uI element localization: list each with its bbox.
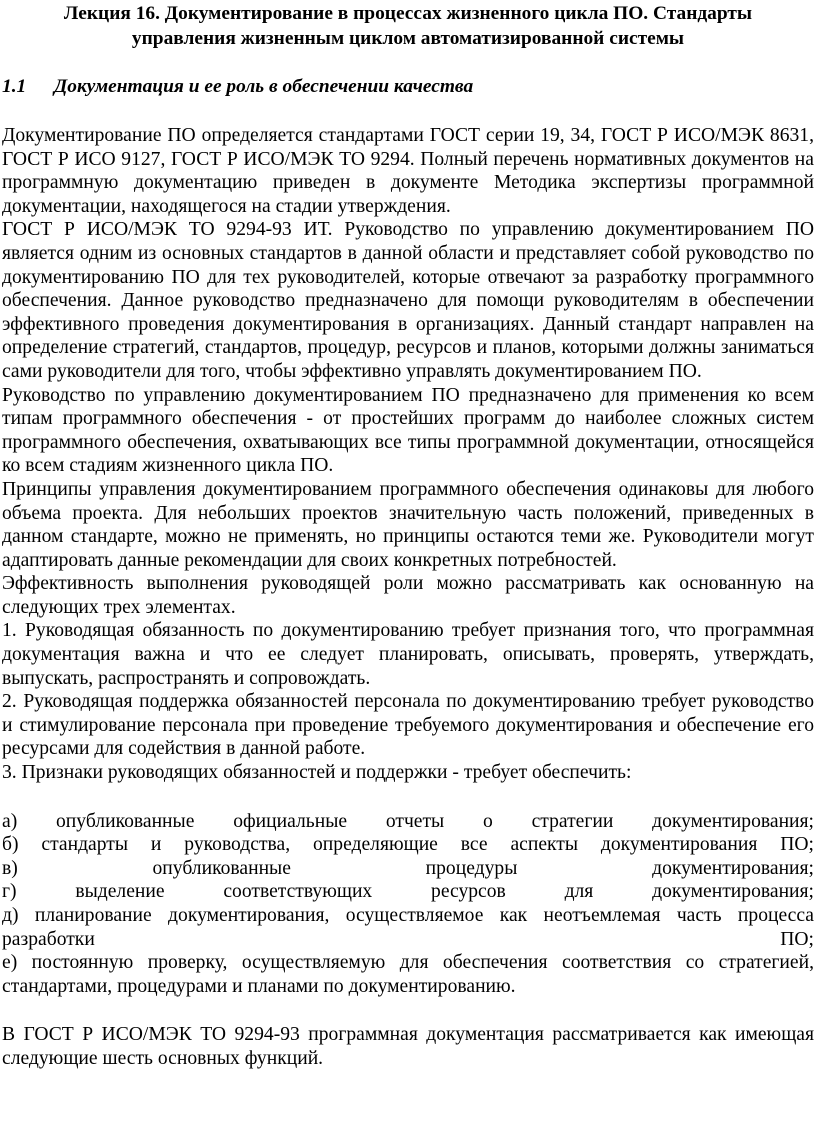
paragraph-item-2: 2. Руководящая поддержка обязанностей персонала по документированию требует руководство и стимулирование персонала при проведение требуемого документирования и обеспечение его ресурсами для содействия в данной работе.	[2, 691, 814, 760]
paragraph-gost-9294: ГОСТ Р ИСО/МЭК ТО 9294-93 ИТ. Руководство по управлению документированием ПО является одним из основных стандартов в данной области и представляет собой руководство по документированию ПО для тех руководителей, которые отвечают за разработку программного обеспечения. Данное руководство предназначено для помощи руководителям в обеспечении эффективного проведения документирования в организациях. Данный стандарт направлен на определение стратегий, стандартов, процедур, ресурсов и планов, которыми должны заниматься сами руководители для того, чтобы эффективно управлять документированием ПО.	[2, 219, 814, 382]
paragraph-standards-overview: Документирование ПО определяется стандартами ГОСТ серии 19, 34, ГОСТ Р ИСО/МЭК 8631, ГОСТ Р ИСО 9127, ГОСТ Р ИСО/МЭК ТО 9294. Полный перечень нормативных документов на программную документацию приведен в документе Методика экспертизы программной документации, находящегося на стадии утверждения.	[2, 125, 814, 217]
document-title	[2, 1, 814, 51]
section-title: Документация и ее роль в обеспечении качества	[54, 76, 474, 97]
list-item: е) постоянную проверку, осуществляемую для обеспечения соответствия со стратегией,	[2, 952, 814, 974]
section-number: 1.1	[2, 76, 27, 97]
section-heading	[2, 75, 814, 99]
list-item: разработки ПО;	[2, 928, 814, 950]
paragraph-effectiveness: Эффективность выполнения руководящей роли можно рассматривать как основанную на следующих трех элементах.	[2, 573, 814, 618]
list-item: стандартами, процедурами и планами по документированию.	[2, 975, 516, 997]
list-item: в) опубликованные процедуры документирования;	[2, 857, 814, 879]
paragraph-scope: Руководство по управлению документированием ПО предназначено для применения ко всем типам программного обеспечения - от простейших программ до наиболее сложных систем программного обеспечения, охватывающих все типы программной документации, относящейся ко всем стадиям жизненного цикла ПО.	[2, 384, 814, 477]
requirements-list	[2, 810, 814, 999]
title-line-1: Лекция 16. Документирование в процессах жизненного цикла ПО. Стандарты	[63, 3, 753, 24]
list-item: б) стандарты и руководства, определяющие все аспекты документирования ПО;	[2, 834, 814, 856]
list-item: г) выделение соответствующих ресурсов для документирования;	[2, 881, 814, 903]
list-item: а) опубликованные официальные отчеты о стратегии документирования;	[2, 810, 814, 832]
paragraph-principles: Принципы управления документированием программного обеспечения одинаковы для любого объема проекта. Для небольших проектов значительную часть положений, приведенных в данном стандарте, можно не применять, но принципы остаются теми же. Руководители могут адаптировать данные рекомендации для своих конкретных потребностей.	[2, 478, 814, 571]
title-line-2: управления жизненным циклом автоматизированной системы	[131, 28, 685, 49]
paragraph-item-3: 3. Признаки руководящих обязанностей и поддержки - требует обеспечить:	[2, 762, 632, 784]
list-item: д) планирование документирования, осуществляемое как неотъемлемая часть процесса	[2, 905, 814, 926]
paragraph-closing: В ГОСТ Р ИСО/МЭК ТО 9294-93 программная документация рассматривается как имеющая следующие шесть основных функций.	[2, 1024, 814, 1069]
paragraph-item-1: 1. Руководящая обязанность по документированию требует признания того, что программная документация важна и что ее следует планировать, описывать, проверять, утверждать, выпускать, распространять и сопровождать.	[2, 620, 814, 689]
